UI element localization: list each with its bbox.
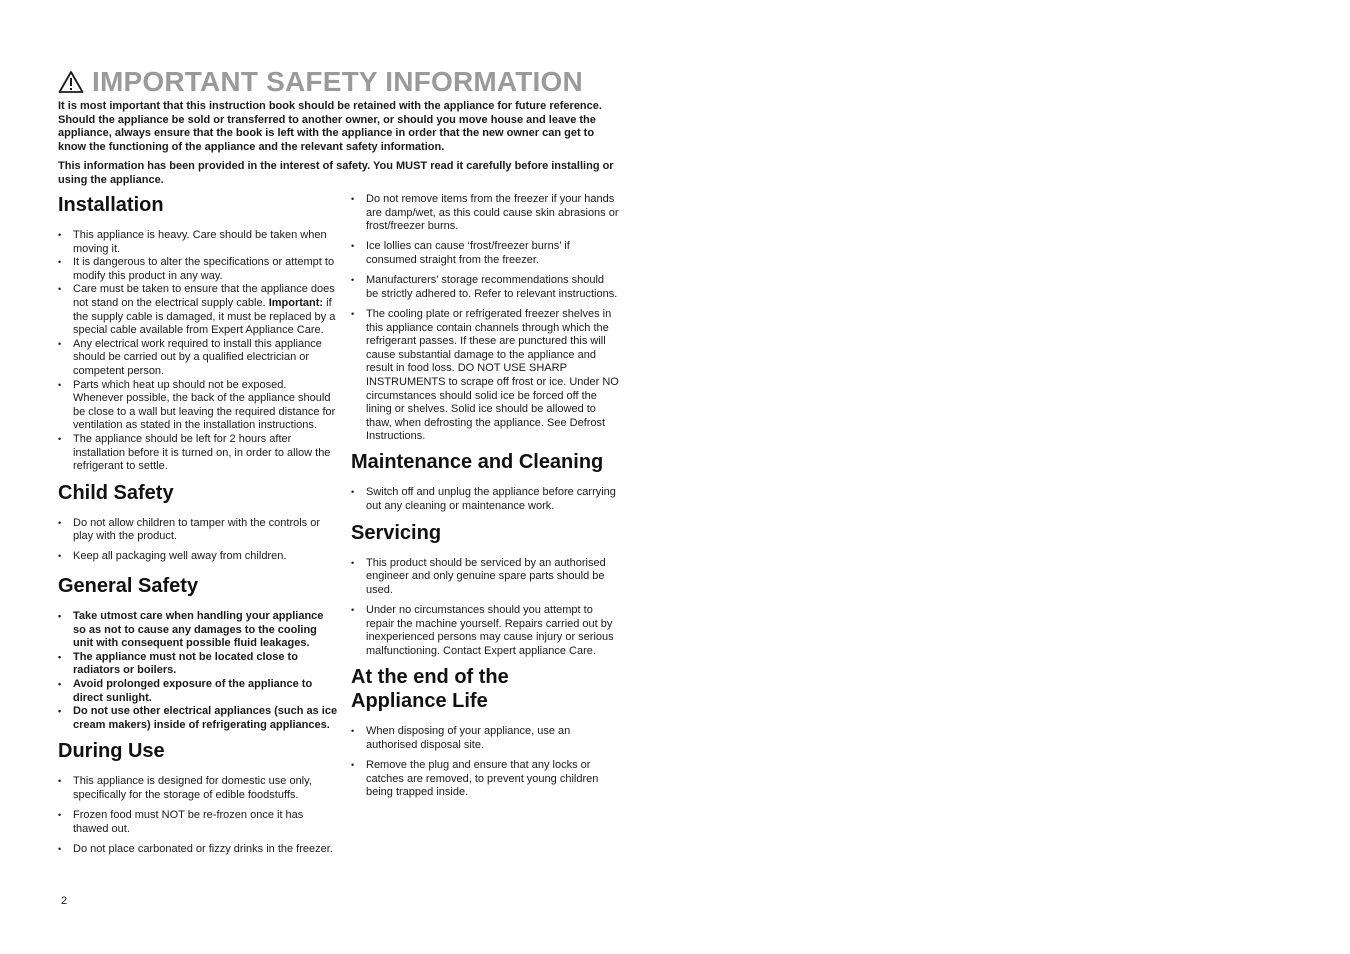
list-item: • Switch off and unplug the appliance before carrying out any cleaning or maintenance work. <box>351 486 619 513</box>
intro-paragraph: It is most important that this instruction book should be retained with the appliance for future reference. Should the appliance be sold or transferred to another owner, or should you move house and leave the appliance, always ensure that the book is left with the appliance in order that the new owner can get to know the functioning of the appliance and the relevant safety information. <box>58 100 602 153</box>
page-title <box>58 66 583 98</box>
list-item: • Do not use other electrical appliances (such as ice cream makers) inside of refrigerating appliances. <box>58 705 338 732</box>
section-maintenance <box>351 450 619 513</box>
intro <box>58 100 618 194</box>
section-heading: Servicing <box>351 521 442 544</box>
general-safety-list <box>58 610 338 732</box>
during-use-list-continued <box>351 193 619 444</box>
section-end-of-life <box>351 665 619 800</box>
important-label: Important: <box>268 296 324 309</box>
list-item <box>58 283 338 337</box>
list-item: • Take utmost care when handling your appliance so as not to cause any damages to the cooling unit with consequent possible fluid leakages. <box>58 610 338 651</box>
list-item: • Do not allow children to tamper with the controls or play with the product. <box>58 517 338 544</box>
section-heading: During Use <box>58 740 165 763</box>
list-item: • The cooling plate or refrigerated freezer shelves in this appliance contain channels through which the refrigerant passes. If these are punctured this will cause substantial damage to the appliance and result in food loss. DO NOT USE SHARP INSTRUMENTS to scrape off frost or ice. Under NO circumstances should solid ice be forced off the lining or shelves. Solid ice should be allowed to thaw, when defrosting the appliance. See Defrost Instructions. <box>351 308 619 444</box>
list-item: • This product should be serviced by an authorised engineer and only genuine spare parts should be used. <box>351 557 619 598</box>
list-item: • Any electrical work required to install this appliance should be carried out by a qualified electrician or competent person. <box>58 338 338 379</box>
installation-list <box>58 229 338 474</box>
section-heading <box>351 665 619 713</box>
child-safety-list <box>58 517 338 564</box>
list-item: • Ice lollies can cause ‘frost/freezer burns’ if consumed straight from the freezer. <box>351 240 619 267</box>
section-heading: General Safety <box>58 575 199 598</box>
maintenance-list <box>351 486 619 513</box>
list-item: • The appliance should be left for 2 hours after installation before it is turned on, in order to allow the refrigerant to settle. <box>58 433 338 474</box>
section-servicing <box>351 521 619 659</box>
list-item-text: Care must be taken to ensure that the appliance does not stand on the electrical supply cable. <box>73 283 335 309</box>
heading-line: At the end of the <box>351 666 509 689</box>
list-item: • It is dangerous to alter the specifications or attempt to modify this product in any way. <box>58 256 338 283</box>
important-text: if the supply cable is damaged, it must be replaced by a special cable available from Expert Appliance Care. <box>73 296 336 337</box>
list-item: • Keep all packaging well away from children. <box>58 550 338 564</box>
list-item: • This appliance is heavy. Care should be taken when moving it. <box>58 229 338 256</box>
list-item: • Manufacturers’ storage recommendations should be strictly adhered to. Refer to relevant instructions. <box>351 274 619 301</box>
page-number: 2 <box>61 895 68 907</box>
list-item: • Do not remove items from the freezer if your hands are damp/wet, as this could cause skin abrasions or frost/freezer burns. <box>351 193 619 234</box>
section-during-use <box>58 739 338 856</box>
warning-triangle-icon <box>58 70 84 94</box>
section-heading: Installation <box>58 194 164 216</box>
list-item: • Avoid prolonged exposure of the appliance to direct sunlight. <box>58 678 338 705</box>
section-general-safety <box>58 574 338 732</box>
list-item: • When disposing of your appliance, use an authorised disposal site. <box>351 725 619 752</box>
list-item: • Do not place carbonated or fizzy drinks in the freezer. <box>58 843 338 857</box>
right-column <box>351 193 619 807</box>
intro-paragraph: This information has been provided in the interest of safety. You MUST read it carefully before installing or using the appliance. <box>58 160 614 186</box>
list-item: • Frozen food must NOT be re-frozen once it has thawed out. <box>58 809 338 836</box>
list-item: • This appliance is designed for domestic use only, specifically for the storage of edible foodstuffs. <box>58 775 338 802</box>
heading-line: Appliance Life <box>351 690 488 713</box>
section-child-safety <box>58 481 338 564</box>
end-of-life-list <box>351 725 619 800</box>
list-item: • Under no circumstances should you attempt to repair the machine yourself. Repairs carried out by inexperienced persons may cause injury or serious malfunctioning. Contact Expert appliance Care. <box>351 604 619 658</box>
list-item: • Parts which heat up should not be exposed. Whenever possible, the back of the appliance should be close to a wall but leaving the required distance for ventilation as stated in the installation instructions. <box>58 379 338 433</box>
list-item: • The appliance must not be located close to radiators or boilers. <box>58 651 338 678</box>
left-column <box>58 193 338 864</box>
section-heading: Maintenance and Cleaning <box>351 451 604 474</box>
page-title-text: IMPORTANT SAFETY INFORMATION <box>92 66 583 97</box>
section-installation <box>58 193 338 474</box>
list-item: • Remove the plug and ensure that any locks or catches are removed, to prevent young children being trapped inside. <box>351 759 619 800</box>
section-heading: Child Safety <box>58 481 174 504</box>
servicing-list <box>351 557 619 659</box>
during-use-list <box>58 775 338 856</box>
